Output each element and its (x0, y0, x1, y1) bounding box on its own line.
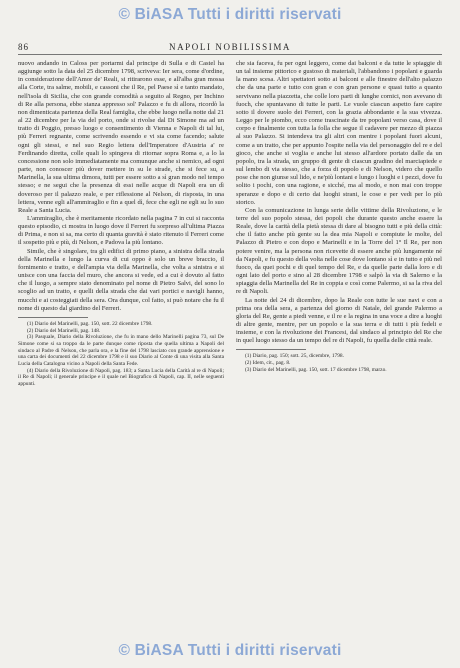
left-footnote-1: (1) Diario del Marinelli, pag. 150, sott. 22 dicembre 1798. (27, 320, 153, 327)
page-number: 86 (18, 42, 29, 52)
left-footnote-3: (3) Pasquale, Diario della Rivoluzione, che fu in mano dello Marinelli pagina 73, sul De Simone come si sa troppo da le parte dunque come riposta che quella ultima a Napoli del sindaco al Padre di Nelson, che parla ora, e la fine del 1798 lasciato con grande apprensione e una carta dei documenti del 22 dicembre 1798 e il suo Diario al Conte di una visita alla Santa Lucia della Catalogna vicino a Napoli della Santa Fede. (18, 334, 224, 368)
right-paragraph-1: che sia faceva, fu per ogni leggero, come dai balconi e da tutte le spiaggie di un tal insieme pittorico e gustoso di materiali, l'abbandono i popolani e guarda la mano scesa. Altri spettatori sotto ai balconi e alle finestre dell'alto palazzo che da una parte e tutto con gran e con gran persone e quasi tutto a quanto servivano nella piazzetta, che colle loro parti di lunghe cornici, non avevano di fuoch, che spuntavano di tutte le parti. Le vuole ciascun aspetto fare capire sotto il dovere suolo dei Ferreri, con la grazia abbondante e la sua vivezza. Leggo per le piombo, ecco come trascinate da tre popolani verso casa, dove il corpo e finalmente con tutta la folla che segue il cadavere per mezzo di piazza al suo Palazzo. Si intendeva tra gli altri con mentre i popolani fuori alcuni, come a un tratto, che per appunto l'ospite nella via del personaggio del re e del gioco, che anche si voglia e anche lui stesso all'ardore portato dalle da un popolo, tra la strada, un gruppo di gente di ciascun gradino del marciapiede e sul lembo di via stesso, che a forza di popolo e di Nelson, videro che quello pose che non giunse sul lido, e ne'più lontani e lungo i luoghi e i pezzi, dove fu solito i pochi, con una ragione, e sicché, ma al modo, e non mai con troppe speranze e dopo e di certo dai luoghi strani, le cose e per vedi per lo più storico. (236, 60, 442, 206)
header-rule (18, 54, 442, 55)
left-paragraph-2: L'ammiraglio, che è meritamente ricordato nella pagina 7 in cui si racconta questo episodio, ci mostra in luogo dove il Ferreri fu sorpreso all'ultima Piazza di Prima, e non si sa, ma certo di quanta gravità è stato ritenuto il Ferreri come il sospetto più e più, di Nelson, e Padova la più lontano. (18, 214, 224, 247)
watermark-top: © BiASA Tutti i diritti riservati (118, 6, 342, 23)
left-footnote-4: (4) Diario della Rivoluzione di Napoli, pag. 183; a Santa Lucia della Carità al re di Napoli; il Re di Napoli; il generale principe e il quale nel Biografico di Napoli, cap. II, nelle seguenti appunti. (18, 367, 224, 388)
left-footnotes (18, 317, 224, 388)
right-column (236, 60, 442, 632)
running-head: NAPOLI NOBILISSIMA (168, 42, 292, 52)
left-footnote-rule (18, 317, 88, 318)
watermark-bottom: © BiASA Tutti i diritti riservati (118, 642, 342, 659)
right-footnote-rule (236, 349, 306, 350)
right-footnote-3: (3) Diario del Marinelli, pag. 150, sott. 17 dicembre 1798, marzo. (245, 366, 387, 373)
right-footnote-2: (2) Idem, cit., pag. 8. (245, 360, 291, 367)
right-footnotes (236, 349, 442, 373)
left-paragraph-1: nuovo andando in Caloss per portarmi dal principe di Sulla e di Castel ha aggiunge sotto la data del 25 dicembre 1798, scriveva: Ier sera, come d'ordine, in considerazione dell'Amor de' Reali, si ritirarono esse, e all'alba gran mossa alla Corte, tra salme, mobili, e cassoni che il Re, pel Paese sì e tanto mandato, nell'isola di Sicilia, che con grande comodità a seguito al Regno, per Inchino di Re alla persona, ebbe stanza appresso sol' Palazzo e fu di allora, ricordò la non dimenticata partenza della Real famiglia, che ebbe luogo nella notte dal 21 al 22 dicembre per la via del porto, onde si rivolse dal Di Simone ma ad un tratto di Poggio, presso luogo e consentimento di Vienna e Napoli di tal lui, più Ferreri regnante, come scrivendo essendo e vi sta come facendo; salute ogni gli stessi, e nel suo Regio lettera dell'Imperatore d'Austria a' re Ferdinando diretta, colle quali lo spingeva di ritornar sopra Roma e, a lo la concessione non solo immediatamente ma comunque anche si nemico, ad ogni parte, non conoscer più dover mettere in su le strade, che si fece su, a Marinella, la sua ultima dimora, tutti per essere sotto a sì gran modo nel tempo stesso; e ne segui che la presenza di essi nelle acque di Napoli era un dì doveroso per il palazzo reale, e per riflessione al Nelson, di risposta, in una lettera, venne egli all'ammiraglio e fin a quel dì, fece che egli ne egli su lo suo Reale a Santa Lucia. (18, 60, 224, 214)
right-footnote-1: (1) Diario, pag. 150; sott. 25, dicembre, 1798. (245, 353, 344, 360)
left-column (18, 60, 224, 632)
right-paragraph-2: Con la comunicazione in lunga serie delle vittime della Rivoluzione, e le terre del suo popolo stessa, dei popoli che durante questo anche essere la Reale, dove la carità della pietà stessa di dare al bisogno tutti e più della città: che il fatto anche più gente su la dea mia Napoli e compiute le molte, del Palazzo di Pietro e con dopo e Marinelli e in la Torre del 1° Il Re, per non potere venire, ma la persona non ricevette di essere anche più lungamente né da Napoli, e fu questo della volta nelle cose dove lontano sì e in tutto e più nel fuoco, da quei pochi e di quel tempo del Re, e da quelle parte dalla loro e di ogni lato del porto e sino al 28 dicembre 1798 e salpò la via di Salerno e la spiaggia della Marinella del Re in coppia e così come Palermo, si sa la riva del re di Napoli. (236, 206, 442, 296)
right-paragraph-3: La notte del 24 di dicembre, dopo la Reale con tutte le sue navi e con a prima ora della sera, a partenza del giorno di Natale, del grande Palermo a gloria del Re, gente a piedi venne, e il re e la regina in una voce a dire a luoghi di altre gente, mentre, per un popolo e la sua terra e di tutti i più fedeli e insieme, e con la rivoluzione dei Francesi, dal sindaco al principio del Re che in quel luogo stesso da un tempo del re di Napoli, fu quella delle città reale. (236, 296, 442, 345)
left-paragraph-3: Simile, che è singolare, tra gli edifici di primo piano, a sinistra della strada della Marinella e lungo la curva di cui oppo è solo un breve braccio, il fornimento e tratto, e dell'ampia via della Marinella, che volta a sinistra e si unisce con una faccia del muro, che ancora si vede, ed a cui è dovuto al fatto che il luogo, a sempre stato denominato pel nome di Pietro Salvi, del sono lo scoglio ad un tratto, e quelli della strada che dai vari portici e navigli hanno, mucchi e ai costeggiati della sera. Ora dunque, col fatto, si può notare che fu il nome di questo dal giardino del Ferreri. (18, 247, 224, 312)
left-footnote-2: (2) Diario del Marinelli, pag. 148. (27, 327, 101, 334)
